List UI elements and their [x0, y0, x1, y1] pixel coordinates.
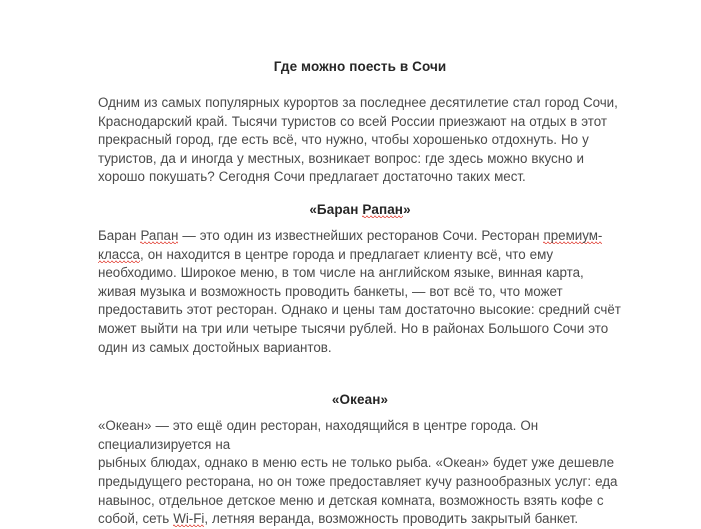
spellcheck-misspelled-word: Рапан: [140, 227, 179, 243]
spacer: [98, 409, 622, 417]
text-segment: Баран: [98, 227, 141, 243]
heading-text-segment: »: [403, 201, 411, 217]
paragraph-baran-rapan: [98, 227, 622, 357]
paragraph-intro: Одним из самых популярных курортов за последнее десятилетие стал город Сочи, Краснодарский край. Тысячи туристов со всей России приезжают на отдых в этот прекрасный город, где есть всё, что нужно, чтобы хорошенько отдохнуть. Но у туристов, да и иногда у местных, возникает вопрос: где здесь можно вкусно и хорошо покушать? Сегодня Сочи предлагает достаточно таких мест.: [98, 95, 618, 185]
spacer: [98, 76, 622, 94]
spellcheck-misspelled-word: Wi-Fi: [173, 511, 205, 527]
text-segment: — это один из известнейших ресторанов Сочи. Ресторан: [178, 227, 544, 243]
text-segment: , летняя веранда, возможность проводить закрытый банкет.: [204, 511, 579, 527]
section-heading-okean: «Океан»: [331, 392, 389, 408]
spacer: [98, 357, 622, 391]
spellcheck-misspelled-word: Рапан: [362, 201, 404, 217]
page-title: Где можно поесть в Сочи: [273, 59, 447, 74]
spellcheck-misspelled-word: премиум-класса: [98, 227, 603, 262]
text-segment: , он находится в центре города и предлагает клиенту всё, что ему необходимо. Широкое меню, в том числе на английском языке, винная карта, живая музыка и возможность проводить банкеты, — вот всё то, что может предоставить этот ресторан. Однако и цены там достаточно высокие: средний счёт может выйти на три или четыре тысячи рублей. Но в районах Большого Сочи это один из самых достойных вариантов.: [98, 246, 621, 355]
text-segment: рыбных блюдах, однако в меню есть не только рыба. «Океан» будет уже дешевле предыдущего ресторана, но он тоже предоставляет кучу разнообразных услуг: еда навынос, отдельное детское меню и детская комната, возможность взять кофе с собой, сеть: [98, 455, 618, 527]
document-body: [98, 58, 622, 529]
paragraph-okean-body: [98, 454, 622, 528]
paragraph-okean-lead: «Океан» — это ещё один ресторан, находящийся в центре города. Он специализируется на: [98, 418, 539, 452]
section-heading-baran-rapan: [98, 201, 622, 219]
heading-text-segment: «Баран: [309, 201, 363, 217]
spacer: [98, 187, 622, 201]
spacer: [98, 219, 622, 227]
